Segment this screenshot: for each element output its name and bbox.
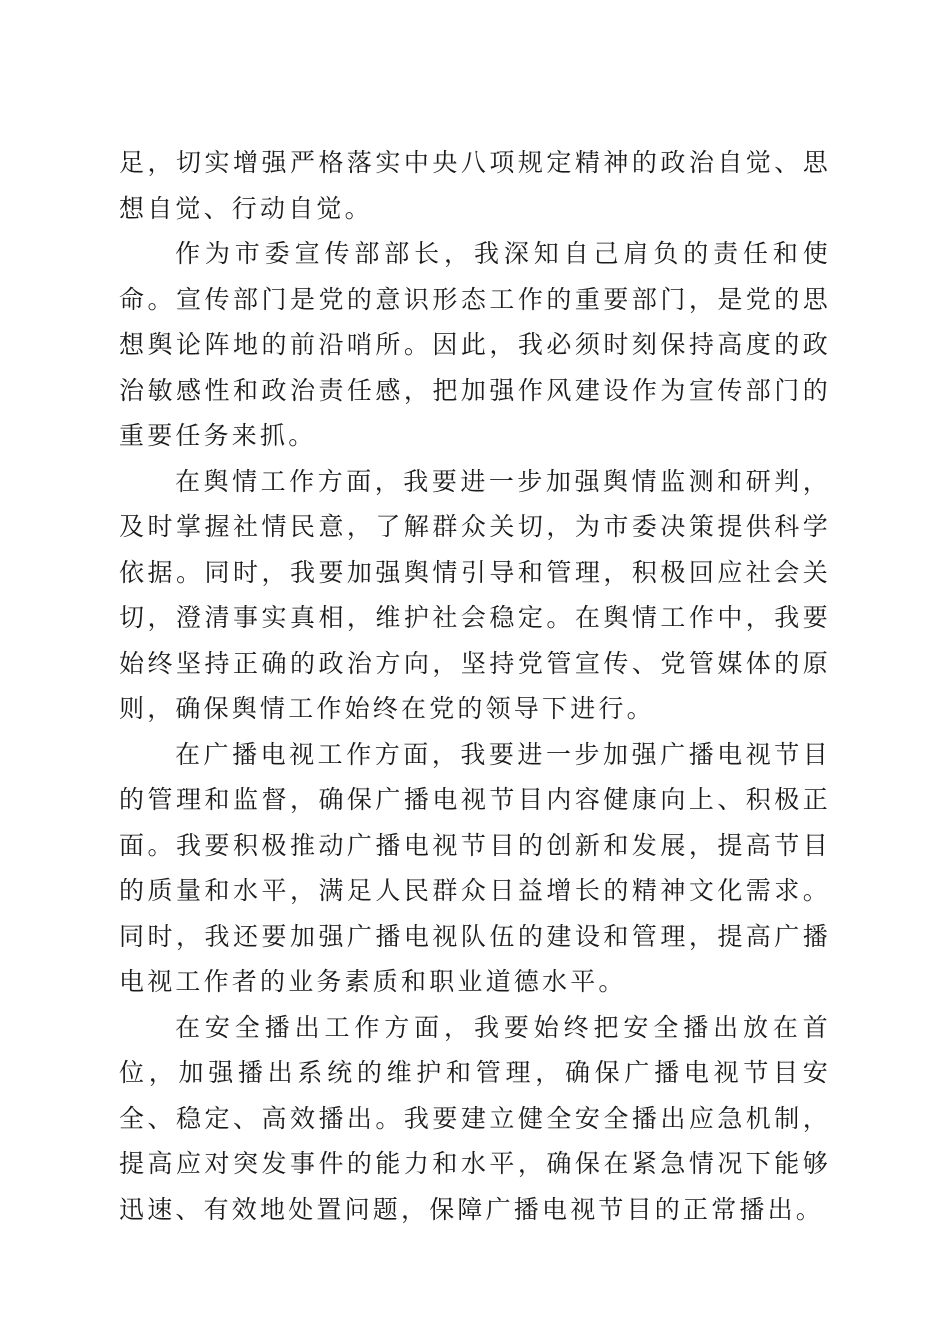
paragraph-3: 在舆情工作方面，我要进一步加强舆情监测和研判，及时掌握社情民意，了解群众关切，为市委决策提供科学依据。同时，我要加强舆情引导和管理，积极回应社会关切，澄清事实真相，维护社会稳定。在舆情工作中，我要始终坚持正确的政治方向，坚持党管宣传、党管媒体的原则，确保舆情工作始终在党的领导下进行。 bbox=[119, 466, 831, 723]
paragraph-5: 在安全播出工作方面，我要始终把安全播出放在首位，加强播出系统的维护和管理，确保广播电视节目安全、稳定、高效播出。我要建立健全安全播出应急机制，提高应对突发事件的能力和水平，确保在紧急情况下能够迅速、有效地处置问题，保障广播电视节目的正常播出。 bbox=[119, 1012, 831, 1224]
paragraph-2: 作为市委宣传部部长，我深知自己肩负的责任和使命。宣传部门是党的意识形态工作的重要部门，是党的思想舆论阵地的前沿哨所。因此，我必须时刻保持高度的政治敏感性和政治责任感，把加强作风建设作为宣传部门的重要任务来抓。 bbox=[119, 239, 831, 450]
document-body bbox=[119, 140, 831, 1232]
paragraph-1: 足，切实增强严格落实中央八项规定精神的政治自觉、思想自觉、行动自觉。 bbox=[119, 148, 831, 223]
paragraph-4: 在广播电视工作方面，我要进一步加强广播电视节目的管理和监督，确保广播电视节目内容健康向上、积极正面。我要积极推动广播电视节目的创新和发展，提高节目的质量和水平，满足人民群众日益增长的精神文化需求。同时，我还要加强广播电视队伍的建设和管理，提高广播电视工作者的业务素质和职业道德水平。 bbox=[119, 739, 831, 996]
